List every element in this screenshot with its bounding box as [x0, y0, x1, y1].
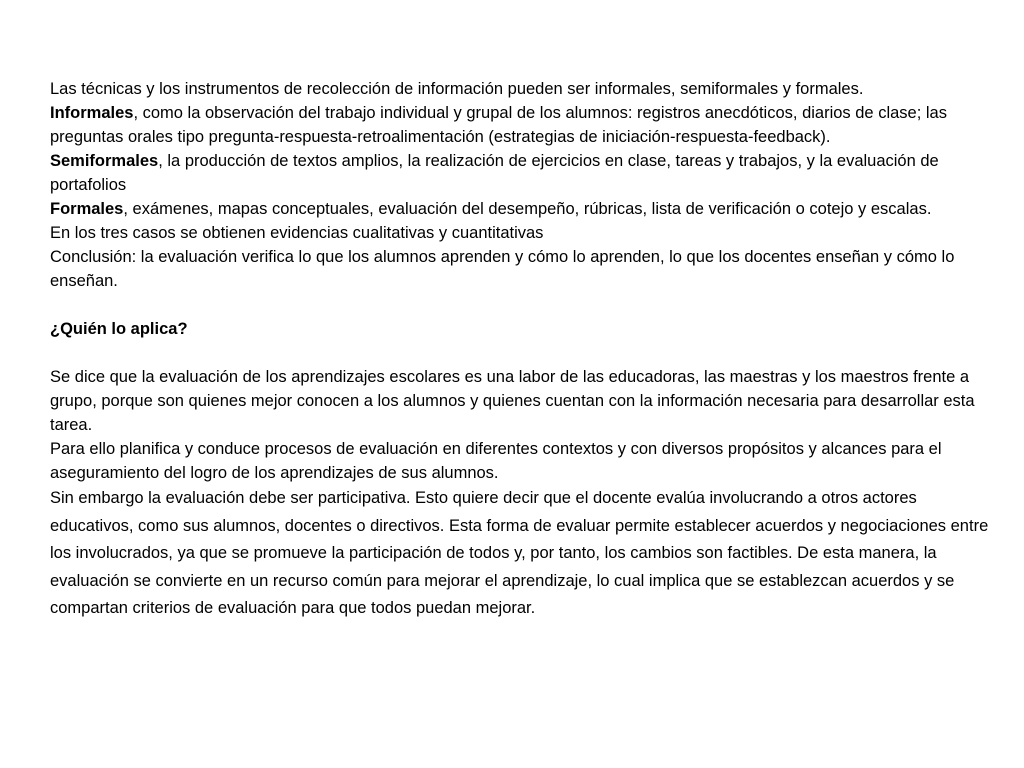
formales-text: , exámenes, mapas conceptuales, evaluación del desempeño, rúbricas, lista de verificación o cotejo y escalas. — [123, 200, 932, 218]
informales-term: Informales — [50, 104, 134, 122]
quien-paragraph-3: Sin embargo la evaluación debe ser participativa. Esto quiere decir que el docente evalúa involucrando a otros actores educativos, como sus alumnos, docentes o directivos. Esta forma de evaluar permite establecer acuerdos y negociaciones entre los involucrados, ya que se promueve la participación de todos y, por tanto, los cambios son factibles. De esta manera, la evaluación se convierte en un recurso común para mejorar el aprendizaje, lo cual implica que se establezcan acuerdos y se compartan criterios de evaluación para que todos puedan mejorar. — [50, 489, 989, 617]
semiformales-text: , la producción de textos amplios, la realización de ejercicios en clase, tareas y trabajos, y la evaluación de portafolios — [50, 152, 939, 194]
semiformales-term: Semiformales — [50, 152, 159, 170]
conclusion-paragraph: Conclusión: la evaluación verifica lo que los alumnos aprenden y cómo lo aprenden, lo que los docentes enseñan y cómo lo enseñan. — [50, 248, 955, 290]
spacer — [50, 293, 990, 317]
quien-paragraph-1: Se dice que la evaluación de los aprendizajes escolares es una labor de las educadoras, las maestras y los maestros frente a grupo, porque son quienes mejor conocen a los alumnos y quienes cuentan con la información necesaria para desarrollar esta tarea. — [50, 368, 975, 434]
formales-term: Formales — [50, 200, 124, 218]
informales-text: , como la observación del trabajo individual y grupal de los alumnos: registros anecdóticos, diarios de clase; las preguntas orales tipo pregunta-respuesta-retroalimentación (estrategias de iniciación-respuesta-feedback). — [50, 104, 947, 146]
informales-paragraph — [50, 101, 990, 149]
semiformales-paragraph — [50, 149, 990, 197]
formales-paragraph — [50, 197, 990, 221]
evidencias-paragraph: En los tres casos se obtienen evidencias cualitativas y cuantitativas — [50, 224, 544, 242]
section-heading-text: ¿Quién lo aplica? — [50, 320, 188, 338]
section-heading — [50, 317, 990, 341]
slide-text-body — [50, 77, 990, 623]
intro-paragraph: Las técnicas y los instrumentos de recolección de información pueden ser informales, semiformales y formales. — [50, 80, 864, 98]
spacer — [50, 341, 990, 365]
quien-paragraph-2: Para ello planifica y conduce procesos de evaluación en diferentes contextos y con diversos propósitos y alcances para el aseguramiento del logro de los aprendizajes de sus alumnos. — [50, 440, 942, 482]
